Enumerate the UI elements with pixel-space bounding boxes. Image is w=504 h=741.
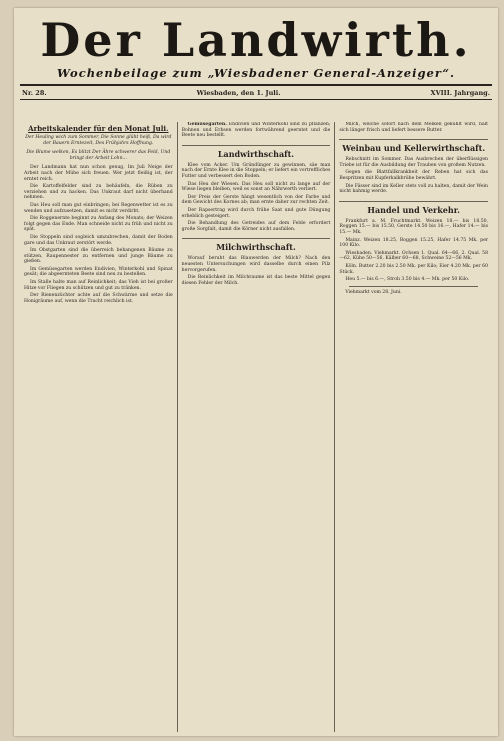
paragraph: Die Kartoffelfelder sind zu behäufeln, die Rüben zu verziehen und zu hacken. Das Unkraut darf nicht überhand nehmen. [24,184,173,201]
divider [349,286,478,287]
paragraph: Gegen die Blattfallkrankheit der Reben hat sich das Bespritzen mit Kupferkalkbrühe bewährt. [339,170,489,181]
paragraph: Mainz. Weizen 18.25, Roggen 15.25, Hafer 14.75 Mk. per 100 Kilo. [339,237,489,249]
paragraph: Der Rapsertrag wird durch frühe Saat und gute Düngung erheblich gesteigert. [181,207,331,219]
calendar-verse-2: Die Blume welken, Es blitzt Der Ähre schwerer das Feld, Und bringt der Arbeit Lohn... [26,150,171,161]
paragraph: Im Obstgarten sind die überreich behangenen Bäume zu stützen, Raupennester zu entfernen und junge Bäume zu gießen. [24,248,173,265]
paragraph: Die Behandlung des Getreides auf dem Felde erfordert große Sorgfalt, damit die Körner nicht ausfallen. [181,221,331,232]
calendar-heading: Arbeitskalender für den Monat Juli. [28,124,169,133]
paragraph: Milch, welche sofort nach dem Melken gekühlt wird, hält sich länger frisch und liefert bessere Butter. [339,122,489,133]
issue-date: Wiesbaden, den 1. Juli. [196,89,281,97]
paragraph: Im Gemüsegarten werden Endivien, Winterkohl und Spinat gesät; die abgeernteten Beete sind neu zu bestellen. [24,266,173,278]
paragraph: Klee vom Acker. Um Gründünger zu gewinnen, säe man nach der Ernte Klee in die Stoppeln; er liefert ein vortreffliches Futter und verbessert den Boden. [181,162,331,179]
paragraph: Rebschnitt im Sommer. Das Ausbrechen der überflüssigen Triebe ist für die Ausbildung der Trauben von großem Nutzen. [339,157,489,168]
section-heading-milchwirthschaft: Milchwirthschaft. [182,238,331,253]
article-columns [20,122,492,732]
paragraph: Worauf beruht das Blauwerden der Milch? Nach den neuesten Untersuchungen wird dasselbe durch einen Pilz hervorgerufen. [181,256,331,273]
column-3 [334,122,492,732]
garden-heading: Gemüsegarten. [187,122,227,127]
paragraph: Der Bienenzüchter achte auf die Schwärme und setze die Honigräume auf, wenn die Tracht reichlich ist. [24,293,173,304]
garden-text: Endivien und Winterkohl sind zu pflanzen; Bohnen und Erbsen werden fortwährend geerntet und die Beete neu bestellt. [181,122,331,139]
section-heading-handel: Handel und Verkehr. [339,201,488,216]
paragraph: Die Reinlichkeit im Milchraume ist das beste Mittel gegen diesen Fehler der Milch. [181,275,331,286]
issue-number: Nr. 28. [22,89,47,97]
garden-paragraph [182,122,331,139]
paragraph: Das Heu soll man gut einbringen; bei Regenwetter ist es zu wenden und aufzusetzen, damit es nicht verdirbt. [24,202,173,214]
paragraph: Der Preis der Gerste hängt wesentlich von der Farbe und dem Gewicht des Kornes ab; man ernte daher zur rechten Zeit. [181,194,331,206]
masthead-rule [20,84,492,86]
dateline [22,88,490,98]
section-heading-weinbau: Weinbau und Kellerwirthschaft. [339,139,488,154]
paragraph: Im Stalle halte man auf Reinlichkeit; das Vieh ist bei großer Hitze vor Fliegen zu schützen und gut zu tränken. [24,280,173,291]
paragraph: Frankfurt a. M. Fruchtmarkt. Weizen 18.— bis 18.50, Roggen 15.— bis 15.50, Gerste 14.50 bis 16.—, Hafer 14.— bis 15.— Mk. [339,218,489,235]
paragraph: Der Landmann hat nun schon genug, Im Juli Neige der Arbeit nach der Mühe sich freuen. Wer jetzt fleißig ist, der erntet reich. [24,165,173,182]
masthead-title: Der Landwirth. [40,13,472,67]
paragraph: Die Roggenernte beginnt zu Anfang des Monats; der Weizen folgt gegen das Ende. Man schneide nicht zu früh und nicht zu spät. [24,216,173,233]
section-heading-landwirthschaft: Landwirthschaft. [182,145,331,160]
paragraph: Köln. Butter 2.20 bis 2.50 Mk. per Kilo; Eier 4.20 Mk. per 60 Stück. [339,263,489,275]
volume: XVIII. Jahrgang. [430,89,490,97]
paragraph: Die Stoppeln sind sogleich umzubrechen, damit der Boden gare und das Unkraut zerstört werde. [24,234,173,246]
market-note: Viehmarkt vom 28. Juni. [345,289,402,295]
paragraph: Heu 5.— bis 6.—, Stroh 3.50 bis 4.— Mk. per 50 Kilo. [345,277,470,283]
column-2 [177,122,335,732]
paragraph: Wiesbaden. Viehmarkt. Ochsen 1. Qual. 64—66, 2. Qual. 58—62, Kühe 50—56, Kälber 60—68, Schweine 52—56 Mk. [339,250,489,262]
calendar-verse: Der Heuling wich zum Sommer, Die Sonne glüht heiß, Da wird der Bauern Erntezeit, Des Frühjahrs Hoffnung. [25,135,172,146]
dateline-rule [20,99,492,100]
paragraph: Das Heu der Wiesen. Das Heu soll nicht zu lange auf der Wiese liegen bleiben, weil es sonst an Nährwerth verliert. [181,181,331,193]
column-1 [20,122,177,732]
newspaper-page [14,8,498,736]
paragraph: Die Fässer sind im Keller stets voll zu halten, damit der Wein nicht kahmig werde. [339,183,489,195]
masthead-subtitle: Wochenbeilage zum „Wiesbadener General-Anzeiger“. [57,66,455,80]
